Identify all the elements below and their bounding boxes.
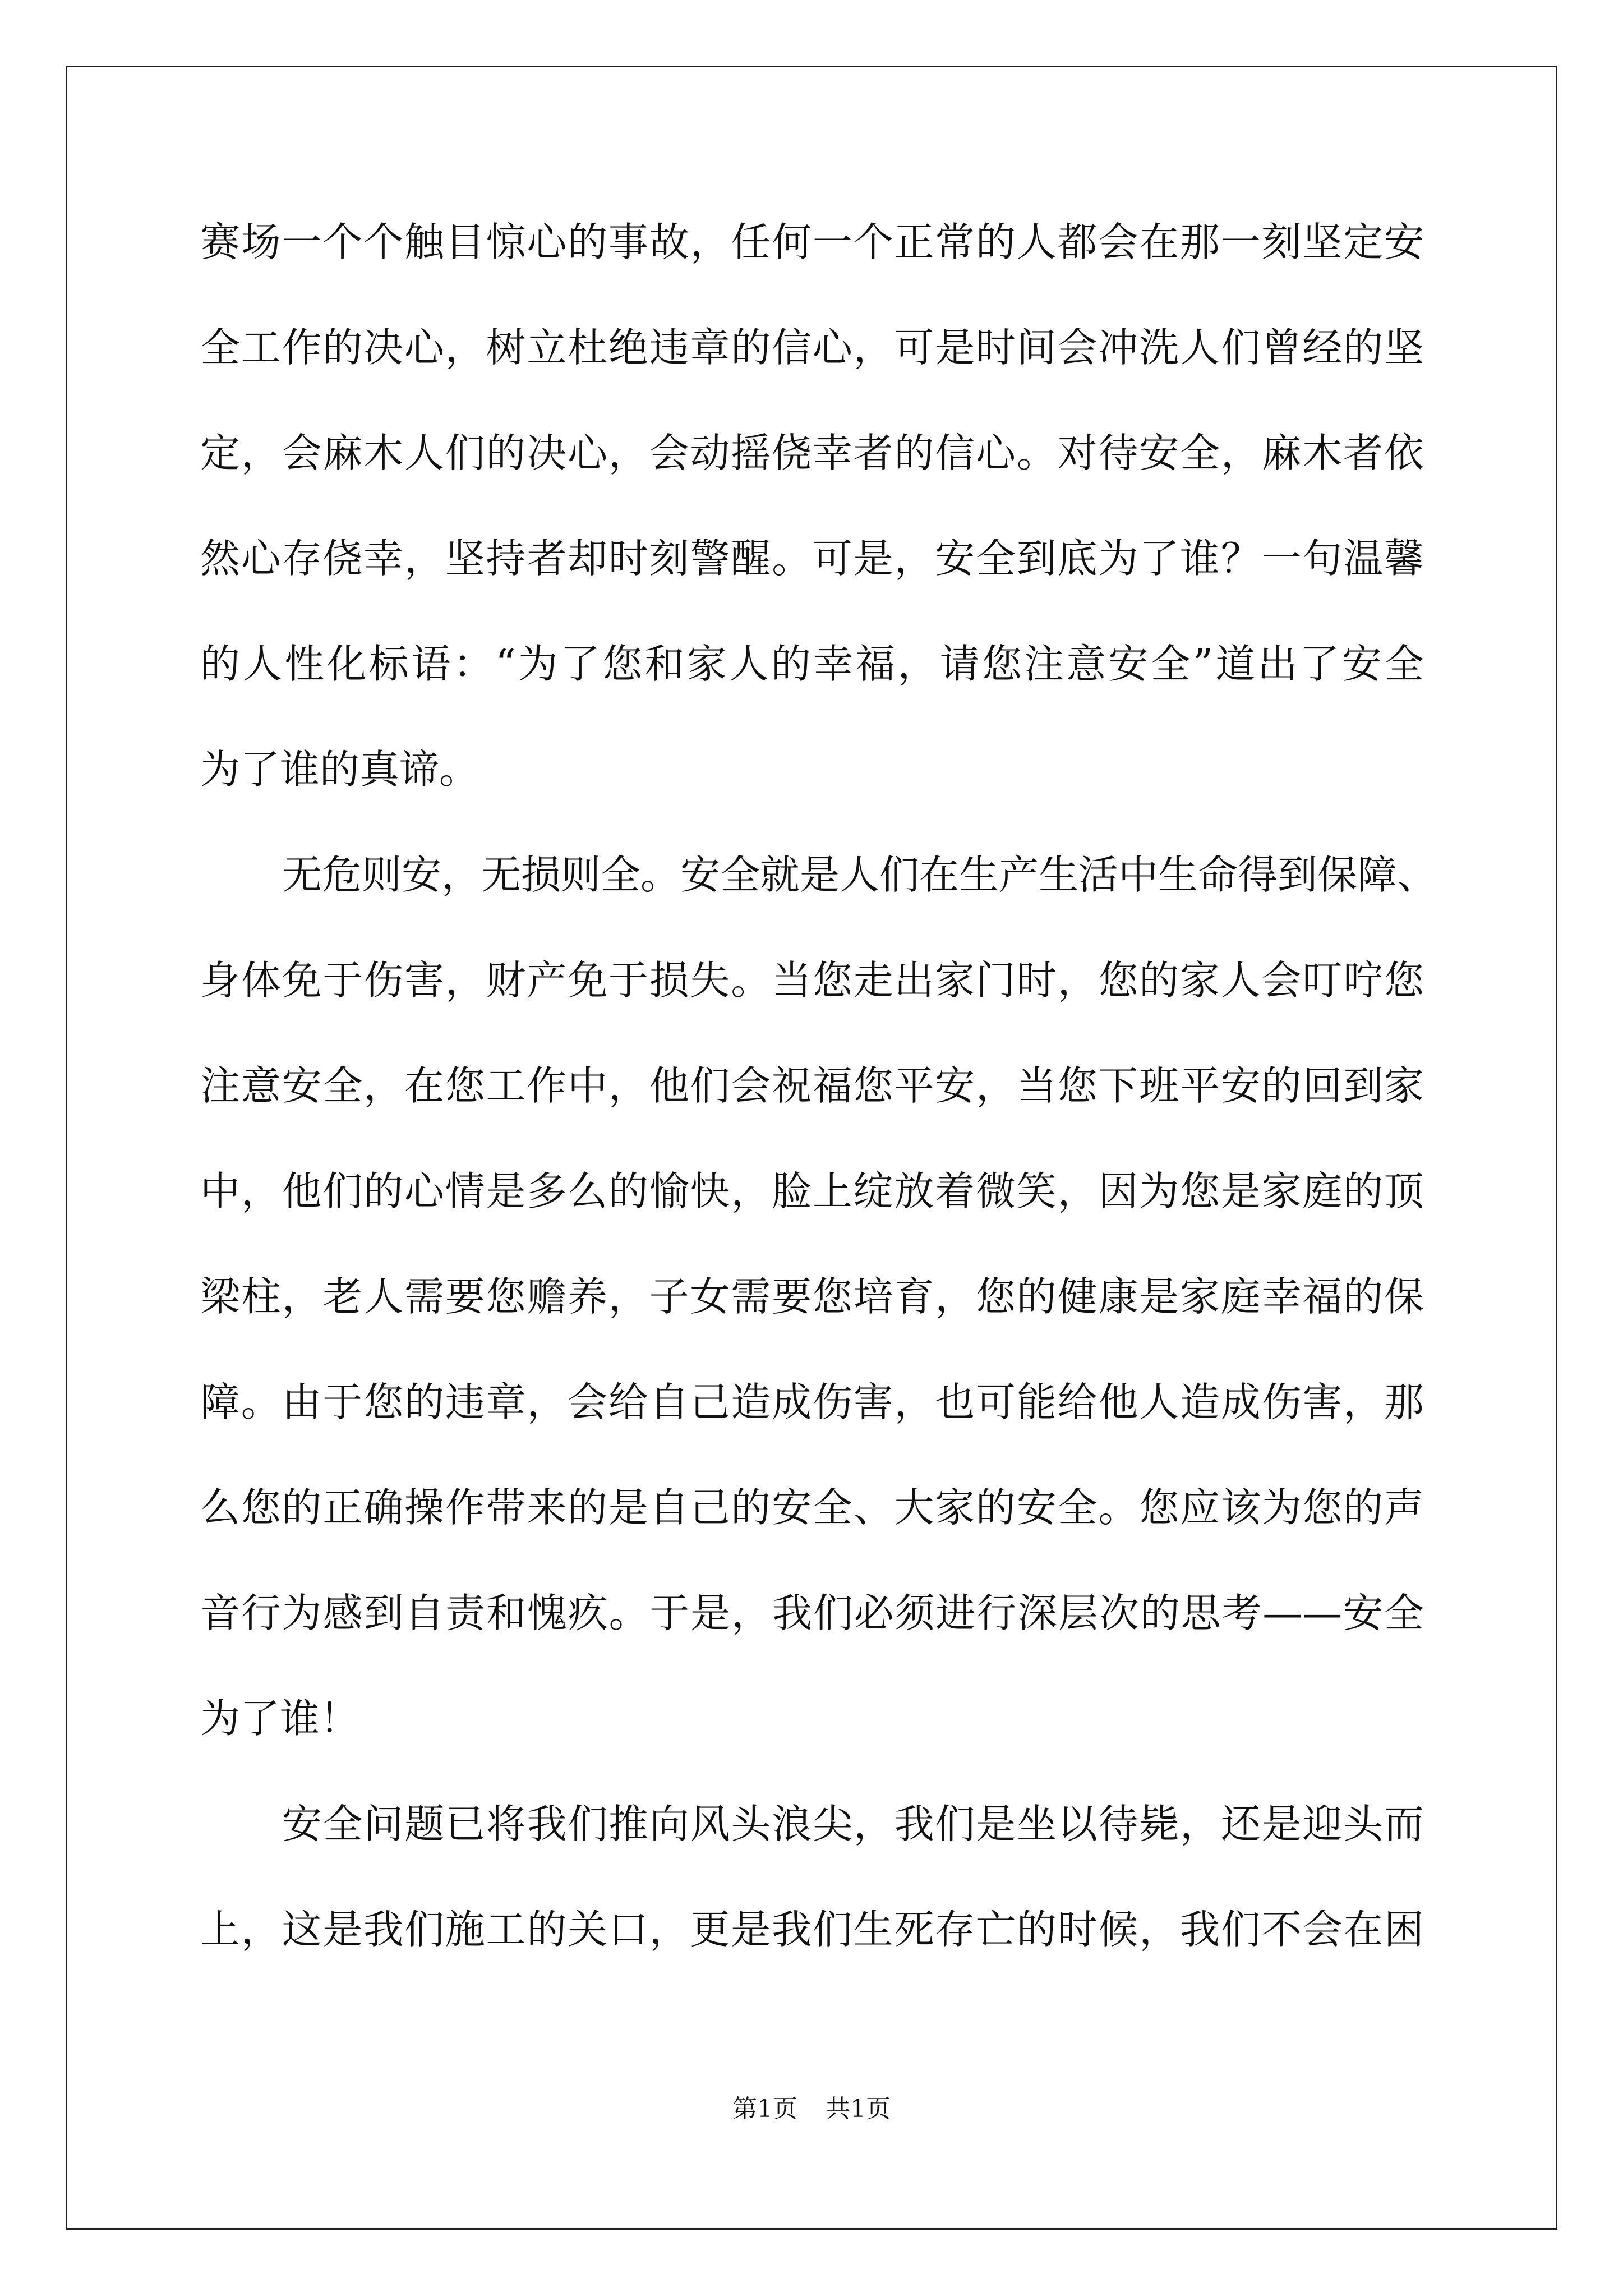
text-line: 安全问题已将我们推向风头浪尖，我们是坐以待毙，还是迎头而 [282,1801,1424,1847]
text-line: 障。由于您的违章，会给自己造成伤害，也可能给他人造成伤害，那 [200,1379,1424,1425]
text-line: 音行为感到自责和愧疚。于是，我们必须进行深层次的思考——安全 [200,1590,1424,1636]
text-line: 定，会麻木人们的决心，会动摇侥幸者的信心。对待安全，麻木者依 [200,430,1424,476]
text-line: 上，这是我们施工的关口，更是我们生死存亡的时候，我们不会在困 [200,1906,1424,1953]
text-line: 么您的正确操作带来的是自己的安全、大家的安全。您应该为您的声 [200,1484,1424,1531]
text-line: 注意安全，在您工作中，他们会祝福您平安，当您下班平安的回到家 [200,1062,1424,1109]
text-line: 的人性化标语：“为了您和家人的幸福，请您注意安全”道出了安全 [200,641,1424,687]
page-number: 第1页 [732,2095,797,2123]
text-line: 无危则安，无损则全。安全就是人们在生产生活中生命得到保障、 [282,852,1437,898]
page-total: 共1页 [826,2095,891,2123]
text-line: 然心存侥幸，坚持者却时刻警醒。可是，安全到底为了谁？一句温馨 [200,535,1424,582]
text-line: 赛场一个个触目惊心的事故，任何一个正常的人都会在那一刻坚定安 [200,219,1424,265]
text-line: 为了谁的真谛。 [200,746,479,793]
text-line: 身体免于伤害，财产免于损失。当您走出家门时，您的家人会叮咛您 [200,957,1424,1004]
text-line: 为了谁！ [200,1695,360,1742]
text-line: 全工作的决心，树立杜绝违章的信心，可是时间会冲洗人们曾经的坚 [200,324,1424,371]
text-line: 中，他们的心情是多么的愉快，脸上绽放着微笑，因为您是家庭的顶 [200,1168,1424,1214]
document-body [200,215,1437,2008]
page-footer [0,2092,1623,2126]
text-line: 梁柱，老人需要您赡养，子女需要您培育，您的健康是家庭幸福的保 [200,1273,1424,1320]
